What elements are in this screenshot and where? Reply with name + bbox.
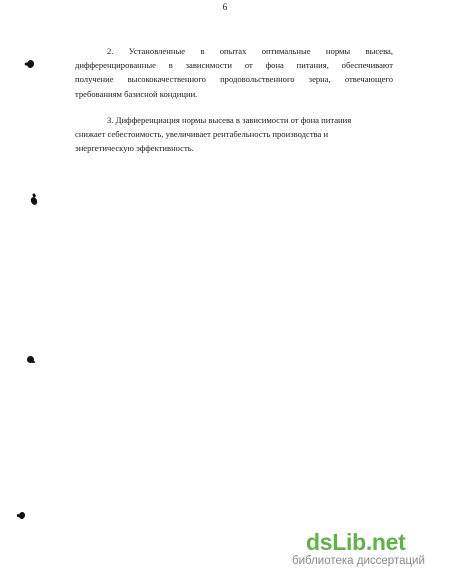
paragraph-line: 3. Дифференциация нормы высева в зависимости от фона питания (107, 115, 352, 125)
watermark-logo: dsLib.net (306, 529, 406, 555)
page-number: 6 (222, 3, 228, 13)
ink-blot-mark (27, 356, 34, 363)
ink-blot-mark (18, 511, 26, 519)
conclusion-paragraph-2 (75, 44, 393, 101)
watermark-subtitle: библиотека диссертаций (292, 555, 425, 567)
dslib-watermark (292, 529, 442, 568)
ink-blot-mark (26, 59, 35, 69)
paragraph-line: дифференцированные в зависимости от фона питания, обеспечивают (75, 60, 393, 71)
paragraph-line: требованиям базисной кондиции. (75, 88, 198, 99)
paragraph-line: 2. Установленные в опытах оптимальные нормы высева, (107, 46, 393, 56)
paragraph-line: получение высококачественного продовольственного зерна, отвечающего (75, 74, 393, 85)
paragraph-line: снижает себестоимость, увеличивает рентабельность производства и (75, 129, 329, 140)
paragraph-line: энергетическую эффективность. (75, 143, 194, 154)
ink-blot-mark (30, 196, 39, 206)
conclusion-paragraph-3 (75, 113, 393, 156)
